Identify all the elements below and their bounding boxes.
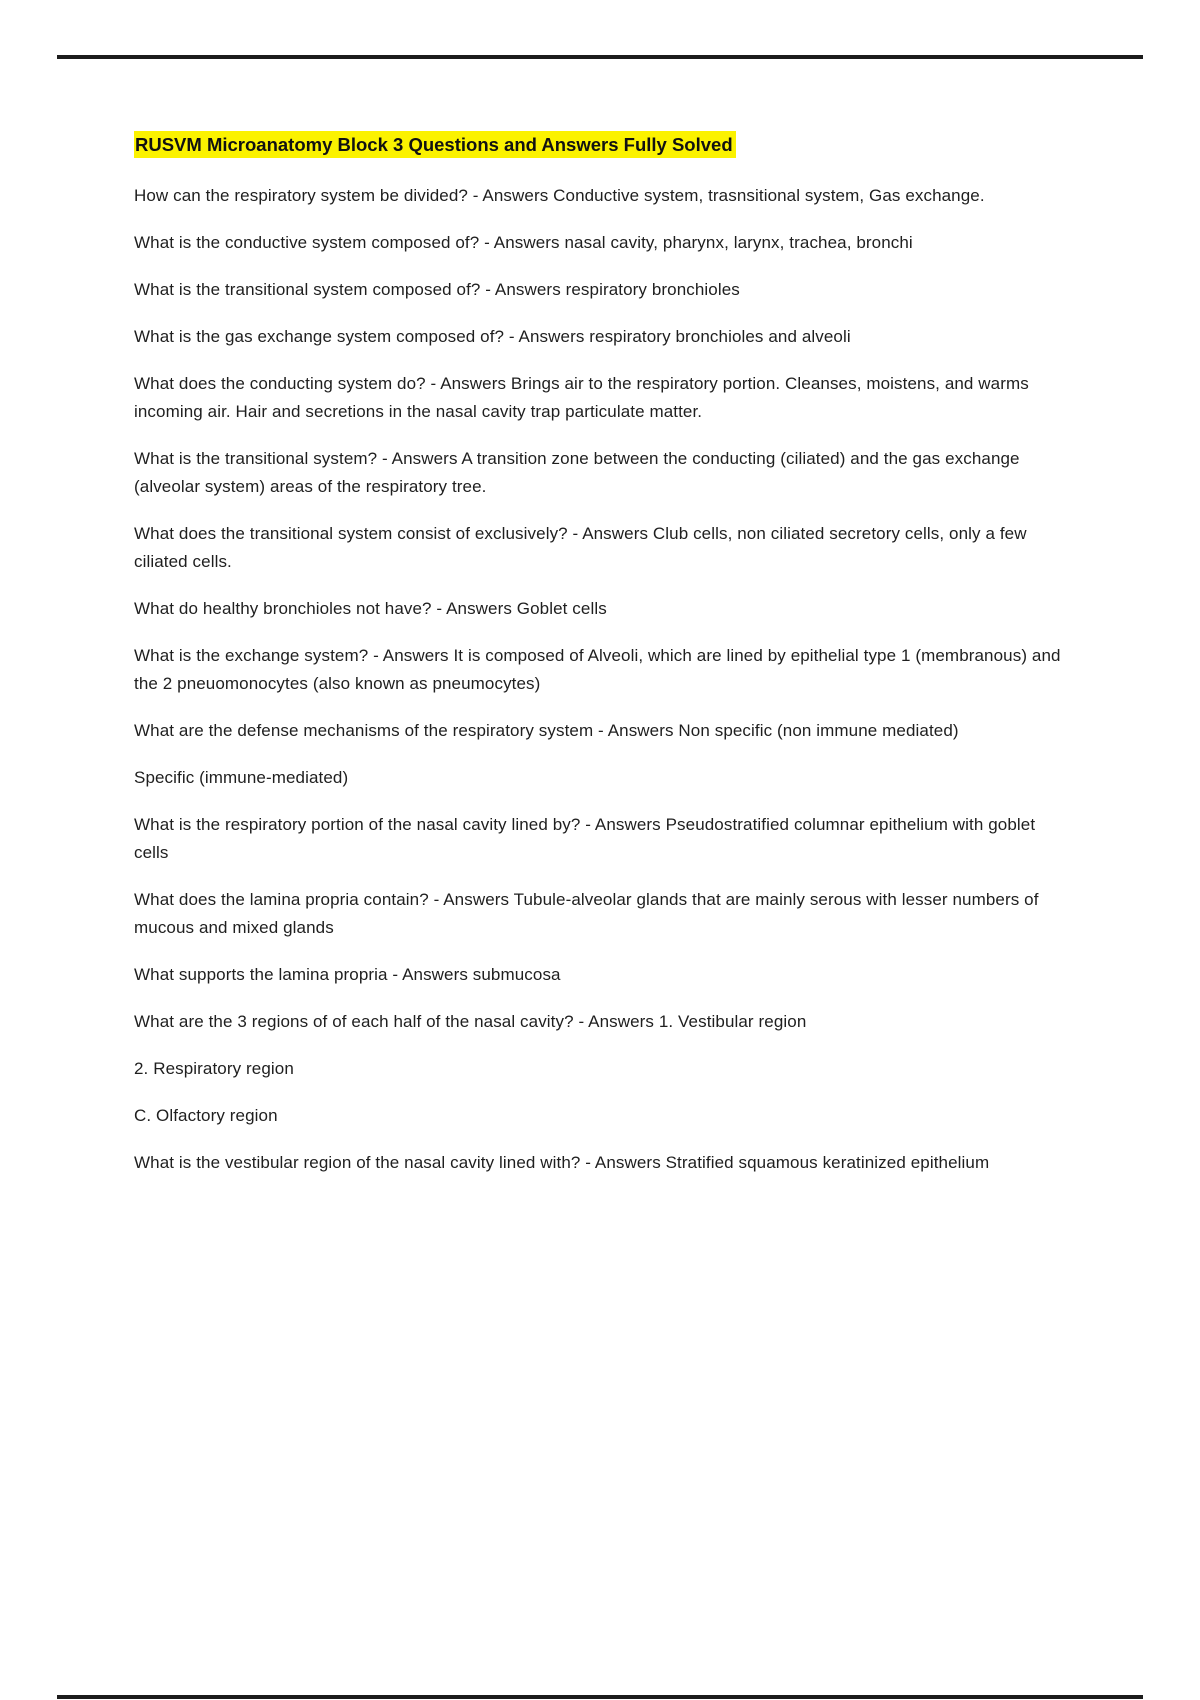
page-title-highlight: RUSVM Microanatomy Block 3 Questions and Answers Fully Solved <box>134 131 736 158</box>
qa-paragraph: What does the transitional system consist of exclusively? - Answers Club cells, non ciliated secretory cells, only a few ciliated cells. <box>134 524 1027 571</box>
qa-paragraph: What supports the lamina propria - Answers submucosa <box>134 965 561 984</box>
qa-paragraph: What is the conductive system composed of? - Answers nasal cavity, pharynx, larynx, trachea, bronchi <box>134 233 913 252</box>
document-content <box>134 131 1072 1196</box>
qa-paragraph: What is the vestibular region of the nasal cavity lined with? - Answers Stratified squamous keratinized epithelium <box>134 1153 990 1172</box>
qa-paragraph: What is the gas exchange system composed of? - Answers respiratory bronchioles and alveoli <box>134 327 851 346</box>
qa-paragraph: What are the 3 regions of of each half of the nasal cavity? - Answers 1. Vestibular region <box>134 1012 807 1031</box>
qa-paragraph: Specific (immune-mediated) <box>134 768 349 787</box>
qa-paragraph: What does the conducting system do? - Answers Brings air to the respiratory portion. Cleanses, moistens, and warms incoming air. Hair and secretions in the nasal cavity trap particulate matter. <box>134 374 1029 421</box>
qa-paragraph: What does the lamina propria contain? - Answers Tubule-alveolar glands that are mainly serous with lesser numbers of mucous and mixed glands <box>134 890 1039 937</box>
qa-paragraph: C. Olfactory region <box>134 1106 278 1125</box>
qa-paragraph: What is the exchange system? - Answers It is composed of Alveoli, which are lined by epithelial type 1 (membranous) and the 2 pneuomonocytes (also known as pneumocytes) <box>134 646 1061 693</box>
qa-list <box>134 182 1072 1177</box>
qa-paragraph: What is the transitional system? - Answers A transition zone between the conducting (ciliated) and the gas exchange (alveolar system) areas of the respiratory tree. <box>134 449 1020 496</box>
qa-paragraph: How can the respiratory system be divided? - Answers Conductive system, trasnsitional system, Gas exchange. <box>134 186 985 205</box>
qa-paragraph: 2. Respiratory region <box>134 1059 294 1078</box>
qa-paragraph: What is the respiratory portion of the nasal cavity lined by? - Answers Pseudostratified columnar epithelium with goblet cells <box>134 815 1036 862</box>
page-title <box>134 131 1072 158</box>
top-border-line <box>57 55 1143 59</box>
qa-paragraph: What are the defense mechanisms of the respiratory system - Answers Non specific (non immune mediated) <box>134 721 959 740</box>
bottom-border-line <box>57 1695 1143 1699</box>
qa-paragraph: What do healthy bronchioles not have? - Answers Goblet cells <box>134 599 607 618</box>
qa-paragraph: What is the transitional system composed of? - Answers respiratory bronchioles <box>134 280 740 299</box>
